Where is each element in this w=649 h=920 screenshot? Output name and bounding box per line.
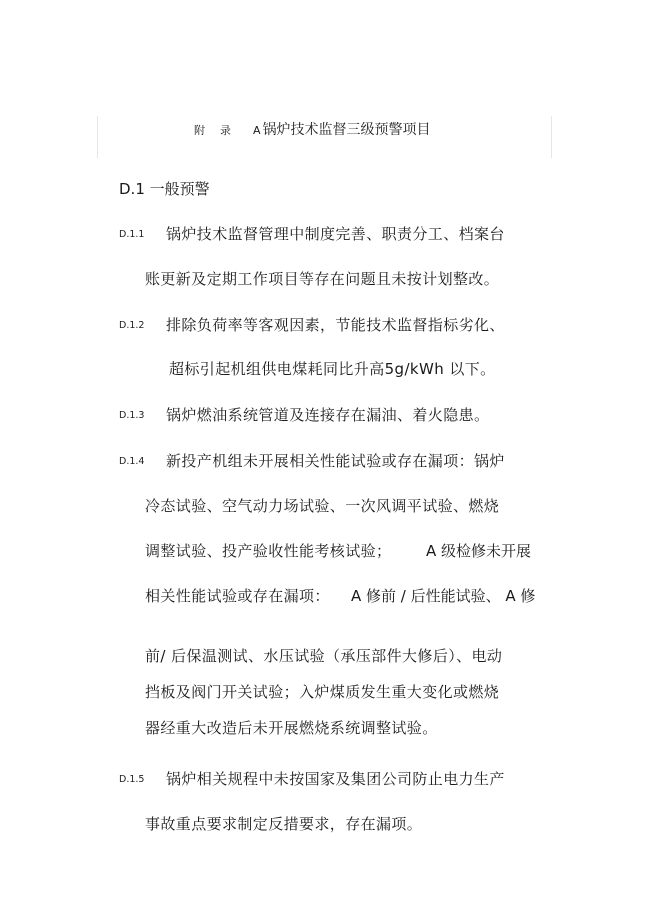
left-margin-rule (97, 116, 98, 158)
appendix-letter: A (253, 124, 261, 137)
item-text-line: 排除负荷率等客观因素，节能技术监督指标劣化、 (166, 316, 505, 334)
item-number: D.1.1 (119, 229, 145, 240)
item-text-line: 新投产机组未开展相关性能试验或存在漏项：锅炉 (166, 452, 505, 470)
item-text-line: 相关性能试验或存在漏项： (145, 587, 330, 605)
section-heading (119, 178, 210, 199)
section-heading-text: 一般预警 (149, 180, 210, 198)
item-text-line: A 级检修未开展 (426, 542, 532, 560)
appendix-title-text: 锅炉技术监督三级预警项目 (262, 122, 431, 138)
item-text-line: 锅炉燃油系统管道及连接存在漏油、着火隐患。 (166, 406, 490, 424)
appendix-prefix: 附 录 (194, 124, 233, 137)
item-number: D.1.4 (119, 456, 145, 467)
item-text-line: 挡板及阀门开关试验；入炉煤质发生重大变化或燃烧 (145, 683, 500, 701)
item-text-line: 冷态试验、空气动力场试验、一次风调平试验、燃烧 (145, 497, 500, 515)
item-text-line: 事故重点要求制定反措要求，存在漏项。 (145, 815, 423, 833)
item-text-line: 调整试验、投产验收性能考核试验； (145, 542, 392, 560)
item-number: D.1.5 (119, 774, 145, 785)
item-text-line: 前/ 后保温测试、水压试验（承压部件大修后）、电动 (145, 647, 503, 665)
item-text-line: 器经重大改造后未开展燃烧系统调整试验。 (145, 719, 438, 737)
item-text-line: A 修前 / 后性能试验、 A 修 (351, 587, 536, 605)
item-number: D.1.3 (119, 410, 145, 421)
item-text-line: 锅炉相关规程中未按国家及集团公司防止电力生产 (166, 770, 505, 788)
item-text-line: 锅炉技术监督管理中制度完善、职责分工、档案台 (166, 225, 505, 243)
item-text-line: 超标引起机组供电煤耗同比升高5g/kWh 以下。 (169, 360, 496, 378)
item-number: D.1.2 (119, 320, 145, 331)
section-number: D.1 (119, 180, 145, 198)
right-margin-rule (551, 116, 552, 158)
appendix-title (194, 119, 431, 139)
item-text-line: 账更新及定期工作项目等存在问题且未按计划整改。 (145, 270, 500, 288)
